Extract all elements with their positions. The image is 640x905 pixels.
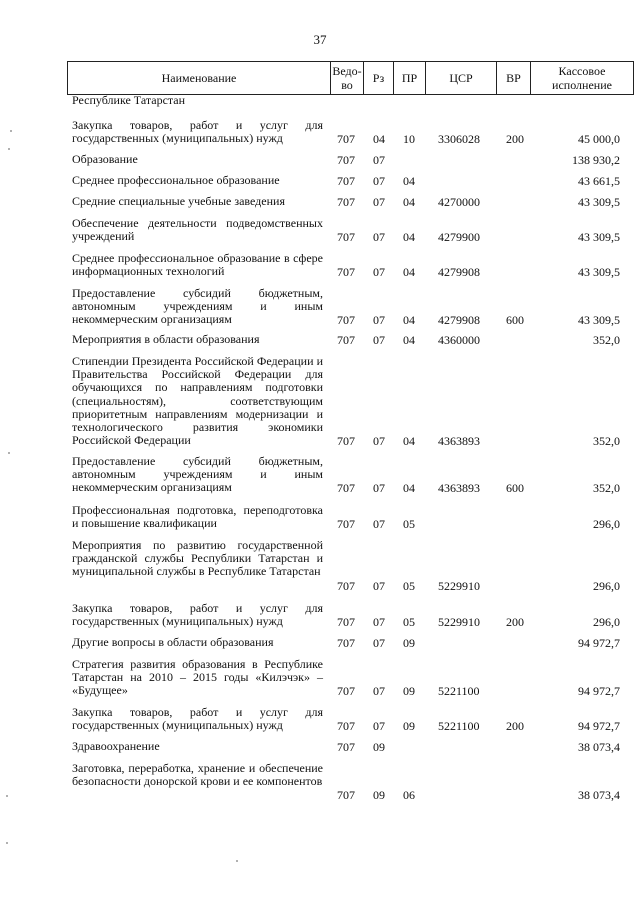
row-csr: 4270000 — [438, 194, 480, 209]
header-sum — [531, 62, 633, 94]
row-sum: 43 661,5 — [578, 173, 620, 188]
row-name: Закупка товаров, работ и услуг для государственных (муниципальных) нужд — [72, 601, 323, 629]
header-ved-line2: во — [341, 78, 353, 92]
row-sum: 43 309,5 — [578, 229, 620, 244]
row-rz: 04 — [373, 131, 385, 146]
table-row — [0, 119, 640, 146]
row-vr: 600 — [506, 312, 524, 327]
row-csr: 4363893 — [438, 433, 480, 448]
header-name: Наименование — [68, 62, 331, 94]
row-pr: 04 — [403, 433, 415, 448]
row-sum: 43 309,5 — [578, 312, 620, 327]
row-vr: 200 — [506, 718, 524, 733]
row-ved: 707 — [337, 312, 355, 327]
row-rz: 07 — [373, 332, 385, 347]
row-sum: 296,0 — [593, 614, 620, 629]
row-csr: 3306028 — [438, 131, 480, 146]
row-name: Профессиональная подготовка, переподготовка и повышение квалификации — [72, 503, 323, 531]
table-row — [0, 740, 640, 754]
header-vr: ВР — [497, 62, 531, 94]
row-name: Образование — [72, 152, 138, 166]
row-name: Заготовка, переработка, хранение и обеспечение безопасности донорской крови и ее компонентов — [72, 761, 323, 789]
row-pr: 05 — [403, 516, 415, 531]
header-sum-line2: исполнение — [552, 78, 612, 92]
row-csr: 4279900 — [438, 229, 480, 244]
table-row — [0, 658, 640, 698]
row-rz: 07 — [373, 516, 385, 531]
table-row — [0, 455, 640, 495]
row-rz: 07 — [373, 194, 385, 209]
row-pr: 09 — [403, 683, 415, 698]
header-csr: ЦСР — [426, 62, 497, 94]
row-ved: 707 — [337, 578, 355, 593]
row-ved: 707 — [337, 229, 355, 244]
row-sum: 352,0 — [593, 480, 620, 495]
row-name: Другие вопросы в области образования — [72, 635, 274, 649]
row-sum: 352,0 — [593, 332, 620, 347]
row-name: Обеспечение деятельности подведомственных учреждений — [72, 216, 323, 244]
row-sum: 45 000,0 — [578, 131, 620, 146]
row-rz: 07 — [373, 152, 385, 167]
table-row — [0, 217, 640, 244]
header-pr: ПР — [394, 62, 426, 94]
row-ved: 707 — [337, 152, 355, 167]
row-name: Мероприятия по развитию государственной гражданской службы Республики Татарстан и муниципальной службы в Республике Татарстан — [72, 538, 323, 579]
row-csr: 5221100 — [438, 718, 480, 733]
row-sum: 138 930,2 — [572, 152, 620, 167]
row-name: Республике Татарстан — [72, 93, 186, 107]
header-sum-line1: Кассовое — [558, 64, 606, 78]
table-header — [67, 61, 634, 95]
scan-speck — [6, 795, 8, 797]
row-ved: 707 — [337, 480, 355, 495]
scan-speck — [8, 148, 10, 150]
table-row — [0, 504, 640, 531]
row-rz: 07 — [373, 635, 385, 650]
scan-speck — [10, 130, 12, 132]
row-csr: 5221100 — [438, 683, 480, 698]
table-row — [0, 636, 640, 650]
row-sum: 296,0 — [593, 516, 620, 531]
row-rz: 09 — [373, 739, 385, 754]
row-ved: 707 — [337, 683, 355, 698]
row-pr: 05 — [403, 614, 415, 629]
row-csr: 5229910 — [438, 578, 480, 593]
row-sum: 94 972,7 — [578, 635, 620, 650]
scan-speck — [8, 452, 10, 454]
row-sum: 94 972,7 — [578, 683, 620, 698]
table-row — [0, 539, 640, 593]
row-pr: 04 — [403, 264, 415, 279]
row-name: Здравоохранение — [72, 739, 160, 753]
row-name: Стратегия развития образования в Республике Татарстан на 2010 – 2015 годы «Килэчэк» – «Будущее» — [72, 657, 323, 698]
row-pr: 10 — [403, 131, 415, 146]
row-csr: 4279908 — [438, 264, 480, 279]
header-rz: Рз — [364, 62, 394, 94]
row-csr: 5229910 — [438, 614, 480, 629]
row-ved: 707 — [337, 614, 355, 629]
row-pr: 05 — [403, 578, 415, 593]
row-ved: 707 — [337, 131, 355, 146]
table-body — [0, 93, 640, 802]
table-row — [0, 333, 640, 347]
row-csr: 4360000 — [438, 332, 480, 347]
row-pr: 04 — [403, 173, 415, 188]
row-pr: 06 — [403, 787, 415, 802]
row-ved: 707 — [337, 516, 355, 531]
page-number: 37 — [313, 32, 327, 47]
header-ved-line1: Ведо- — [332, 64, 362, 78]
row-sum: 38 073,4 — [578, 787, 620, 802]
scan-speck — [236, 860, 238, 862]
row-ved: 707 — [337, 635, 355, 650]
row-vr: 600 — [506, 480, 524, 495]
row-rz: 07 — [373, 614, 385, 629]
row-name: Мероприятия в области образования — [72, 332, 260, 346]
row-name: Предоставление субсидий бюджетным, автономным учреждениям и иным некоммерческим организациям — [72, 454, 323, 495]
row-name: Среднее профессиональное образование — [72, 173, 280, 187]
row-rz: 07 — [373, 173, 385, 188]
row-sum: 38 073,4 — [578, 739, 620, 754]
row-name: Закупка товаров, работ и услуг для государственных (муниципальных) нужд — [72, 118, 323, 146]
row-name: Предоставление субсидий бюджетным, автономным учреждениям и иным некоммерческим организациям — [72, 286, 323, 327]
row-sum: 94 972,7 — [578, 718, 620, 733]
row-ved: 707 — [337, 739, 355, 754]
table-row — [0, 93, 640, 116]
row-rz: 07 — [373, 480, 385, 495]
table-row — [0, 602, 640, 629]
row-ved: 707 — [337, 718, 355, 733]
row-pr: 04 — [403, 229, 415, 244]
row-name: Стипендии Президента Российской Федерации и Правительства Российской Федерации для обучающихся по направлениям подготовки (специальностям), соответствующим приоритетным направлениям модернизации и технологического развития экономики Российской Федерации — [72, 354, 323, 448]
row-ved: 707 — [337, 173, 355, 188]
row-csr: 4279908 — [438, 312, 480, 327]
row-rz: 07 — [373, 718, 385, 733]
row-pr: 04 — [403, 480, 415, 495]
row-sum: 43 309,5 — [578, 194, 620, 209]
row-pr: 09 — [403, 635, 415, 650]
header-ved — [331, 62, 364, 94]
scan-speck — [6, 842, 8, 844]
table-row — [0, 153, 640, 167]
row-ved: 707 — [337, 787, 355, 802]
row-sum: 352,0 — [593, 433, 620, 448]
row-vr: 200 — [506, 614, 524, 629]
table-row — [0, 355, 640, 448]
table-row — [0, 174, 640, 188]
table-row — [0, 706, 640, 733]
row-sum: 296,0 — [593, 578, 620, 593]
row-rz: 07 — [373, 312, 385, 327]
row-pr: 04 — [403, 332, 415, 347]
row-ved: 707 — [337, 332, 355, 347]
row-rz: 07 — [373, 578, 385, 593]
row-pr: 09 — [403, 718, 415, 733]
row-name: Среднее профессиональное образование в сфере информационных технологий — [72, 251, 323, 279]
row-pr: 04 — [403, 312, 415, 327]
row-rz: 07 — [373, 433, 385, 448]
row-name: Закупка товаров, работ и услуг для государственных (муниципальных) нужд — [72, 705, 323, 733]
row-ved: 707 — [337, 264, 355, 279]
table-row — [0, 287, 640, 327]
row-name: Средние специальные учебные заведения — [72, 194, 285, 208]
row-csr: 4363893 — [438, 480, 480, 495]
row-sum: 43 309,5 — [578, 264, 620, 279]
table-row — [0, 762, 640, 802]
row-vr: 200 — [506, 131, 524, 146]
row-rz: 07 — [373, 229, 385, 244]
row-ved: 707 — [337, 194, 355, 209]
row-pr: 04 — [403, 194, 415, 209]
table-row — [0, 252, 640, 279]
row-rz: 07 — [373, 683, 385, 698]
row-rz: 07 — [373, 264, 385, 279]
table-row — [0, 195, 640, 209]
row-ved: 707 — [337, 433, 355, 448]
row-rz: 09 — [373, 787, 385, 802]
